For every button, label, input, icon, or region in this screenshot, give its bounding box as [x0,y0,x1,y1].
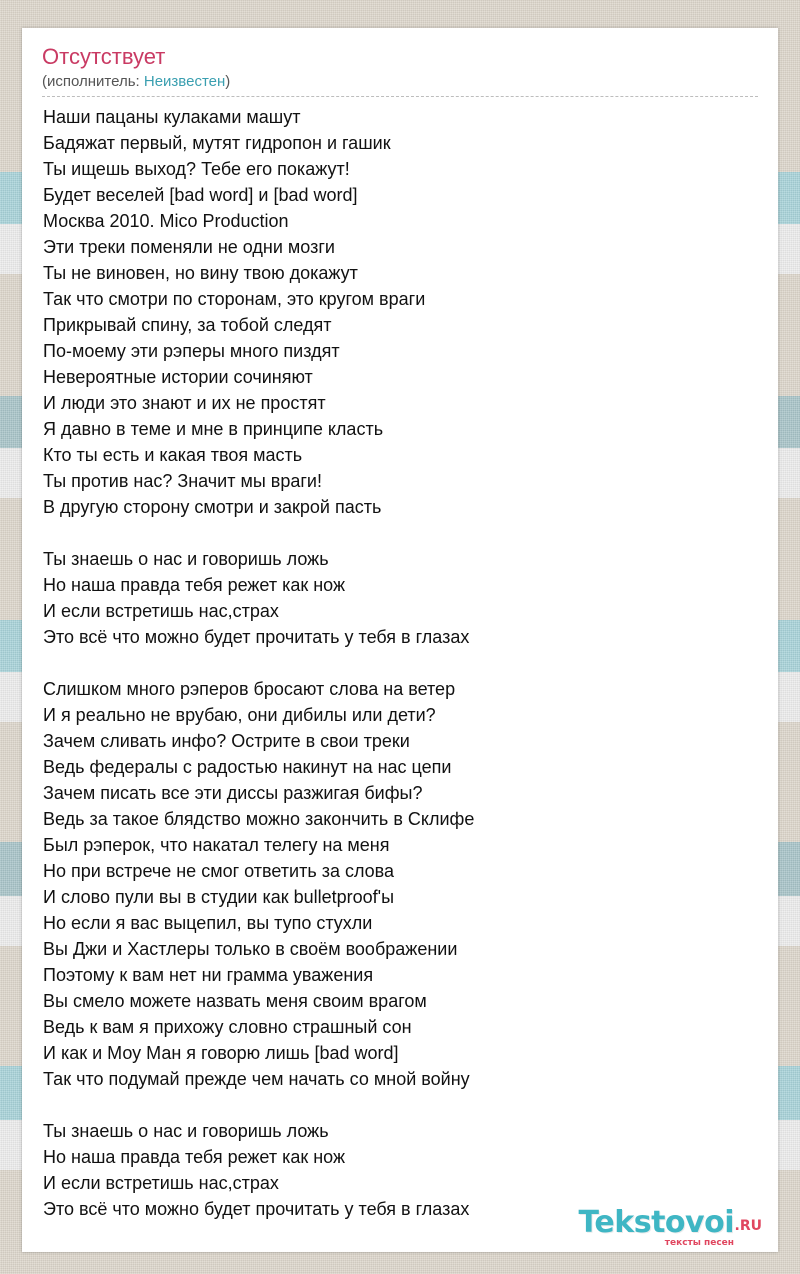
lyrics-text [43,104,474,1222]
lyric-line: И если встретишь нас,страх [43,1173,279,1193]
song-title: Отсутствует [42,44,166,69]
lyric-line: Ведь федералы с радостью накинут на нас цепи [43,757,452,777]
lyric-line: И я реально не врубаю, они дибилы или дети? [43,705,436,725]
lyric-line: Был рэперок, что накатал телегу на меня [43,835,390,855]
lyric-line: Ты знаешь о нас и говоришь ложь [43,1121,329,1141]
artist-prefix: (исполнитель: [42,73,144,90]
lyric-line: Москва 2010. Mico Production [43,211,289,231]
lyric-line: Но если я вас выцепил, вы тупо стухли [43,913,373,933]
lyric-line: Так что подумай прежде чем начать со мной войну [43,1069,470,1089]
logo-domain: .RU [734,1218,762,1234]
lyric-line: И если встретишь нас,страх [43,601,279,621]
lyric-line: Ведь к вам я прихожу словно страшный сон [43,1017,412,1037]
lyric-line: Ты ищешь выход? Тебе его покажут! [43,159,350,179]
divider [42,96,758,97]
lyric-line: В другую сторону смотри и закрой пасть [43,497,382,517]
lyric-line: Невероятные истории сочиняют [43,367,313,387]
lyric-line: Эти треки поменяли не одни мозги [43,237,335,257]
lyric-blank-line [43,520,474,546]
lyric-line: Бадяжат первый, мутят гидропон и гашик [43,133,391,153]
artist-link[interactable]: Неизвестен [143,73,226,90]
lyric-line: По-моему эти рэперы много пиздят [43,341,340,361]
lyric-line: Прикрывай спину, за тобой следят [43,315,332,335]
lyrics-card [22,28,778,1252]
lyric-line: Зачем сливать инфо? Острите в свои треки [43,731,410,751]
lyric-blank-line [43,650,474,676]
lyric-line: Но наша правда тебя режет как нож [43,575,346,595]
lyric-line: Слишком много рэперов бросают слова на ветер [43,679,456,699]
lyric-line: Я давно в теме и мне в принципе класть [43,419,384,439]
lyric-line: Кто ты есть и какая твоя масть [43,445,303,465]
lyric-line: Но при встрече не смог ответить за слова [43,861,395,881]
lyric-line: Ты не виновен, но вину твою докажут [43,263,358,283]
artist-line [42,72,230,92]
lyric-line: Так что смотри по сторонам, это кругом враги [43,289,426,309]
lyric-line: Ты против нас? Значит мы враги! [43,471,322,491]
logo-name: Tekstovoi [578,1205,734,1240]
lyric-line: Вы Джи и Хастлеры только в своём воображении [43,939,458,959]
lyric-line: И люди это знают и их не простят [43,393,326,413]
logo-tagline: тексты песен [664,1238,734,1248]
lyric-line: Будет веселей [bad word] и [bad word] [43,185,358,205]
lyric-line: Но наша правда тебя режет как нож [43,1147,346,1167]
lyric-line: Наши пацаны кулаками машут [43,107,301,127]
artist-suffix: ) [225,73,231,90]
lyric-line: Вы смело можете назвать меня своим врагом [43,991,427,1011]
lyric-line: Зачем писать все эти диссы разжигая бифы? [43,783,423,803]
lyric-line: И слово пули вы в студии как bulletproof'ы [43,887,395,907]
lyric-blank-line [43,1092,474,1118]
lyric-line: Ведь за такое блядство можно закончить в Склифе [43,809,475,829]
lyric-line: Это всё что можно будет прочитать у тебя в глазах [43,627,470,647]
lyric-line: Это всё что можно будет прочитать у тебя в глазах [43,1199,470,1219]
lyric-line: И как и Моу Ман я говорю лишь [bad word] [43,1043,399,1063]
site-logo[interactable] [560,1206,770,1250]
lyric-line: Ты знаешь о нас и говоришь ложь [43,549,329,569]
lyric-line: Поэтому к вам нет ни грамма уважения [43,965,374,985]
